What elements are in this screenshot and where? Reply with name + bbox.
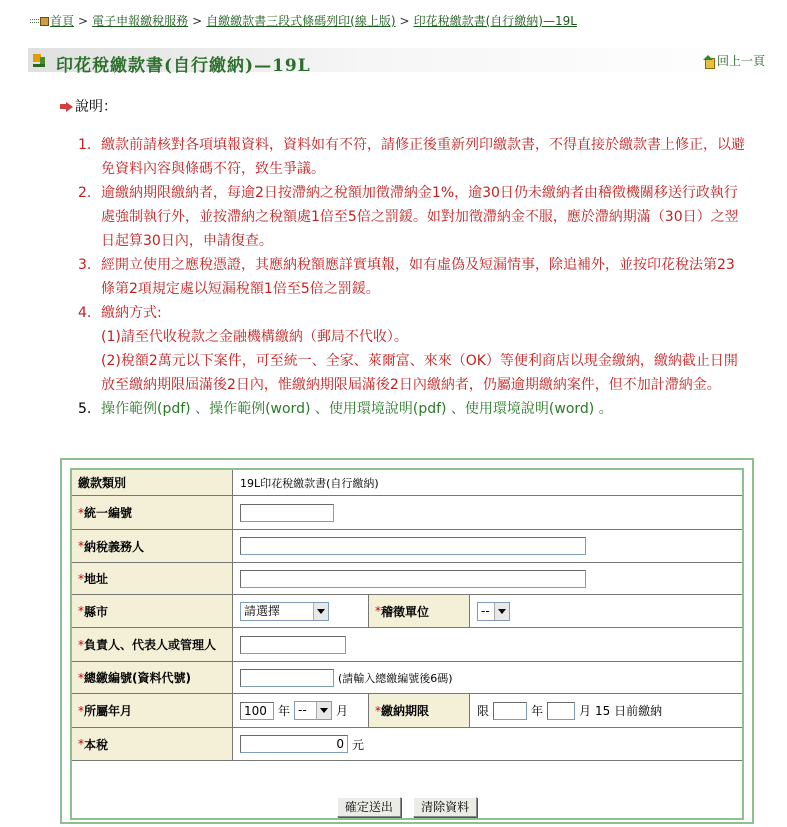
breadcrumb-separator: >	[192, 14, 203, 28]
deadline-year-unit: 年	[531, 704, 544, 718]
submit-button[interactable]: 確定送出	[337, 797, 401, 817]
master-code-hint: (請輸入總繳編號後6碼)	[338, 671, 453, 685]
deadline-suffix: 15 日前繳納	[595, 704, 663, 718]
deadline-label: * 繳納期限	[369, 694, 470, 727]
breadcrumb-icon	[30, 17, 44, 26]
note-item: 1. 繳款前請核對各項填報資料，資料如有不符，請修正後重新列印繳款書，不得直接於繳款書上修正，以避免資料內容與條碼不符，致生爭議。	[78, 137, 745, 177]
back-button[interactable]	[703, 52, 765, 69]
form-row-taxpayer	[72, 530, 742, 563]
note-text: 繳款前請核對各項填報資料，資料如有不符，請修正後重新列印繳款書，不得直接於繳款書上修正，以避免資料內容與條碼不符，致生爭議。	[101, 137, 745, 177]
back-label: 回上一頁	[717, 54, 766, 68]
form-row-master-code	[72, 662, 742, 694]
breadcrumb	[30, 12, 577, 29]
form-table	[70, 468, 744, 820]
form-row-tax	[72, 728, 742, 761]
responsible-label: * 負責人、代表人或管理人	[72, 628, 233, 661]
page-title: 印花稅繳款書(自行繳納)—19L	[56, 56, 311, 76]
back-arrow-icon	[703, 55, 715, 67]
county-label: * 縣市	[72, 595, 233, 627]
notes-heading: 說明：	[60, 96, 117, 116]
chevron-down-icon[interactable]	[494, 603, 509, 620]
period-year-unit: 年	[278, 704, 291, 718]
deadline-year-input[interactable]	[493, 702, 527, 720]
breadcrumb-home-link[interactable]: 首頁	[50, 14, 75, 28]
breadcrumb-current-link[interactable]: 印花稅繳款書(自行繳納)—19L	[413, 14, 577, 28]
taxpayer-input[interactable]	[240, 537, 586, 555]
form-container	[60, 458, 754, 824]
breadcrumb-efiling-link[interactable]: 電子申報繳稅服務	[92, 14, 189, 28]
notes-list	[78, 133, 748, 421]
note-subitem: (2)稅額2萬元以下案件，可至統一、全家、萊爾富、來來（OK）等便利商店以現金繳納，繳納截止日開放至繳納期限屆滿後2日內，惟繳納期限屆滿後2日內繳納者，仍屬逾期繳納案件，但不加計滯納金。	[101, 353, 738, 393]
tax-input[interactable]: 0	[240, 735, 348, 753]
taxpayer-label: * 納稅義務人	[72, 530, 233, 562]
form-row-payment-type	[72, 470, 742, 496]
deadline-month-input[interactable]	[547, 702, 575, 720]
help-links[interactable]: 操作範例(pdf) 、操作範例(word) 、使用環境說明(pdf) 、使用環境說明(word) 。	[101, 401, 613, 417]
clear-button[interactable]: 清除資料	[413, 797, 477, 817]
payment-type-label: 繳款類別	[72, 470, 233, 495]
title-bar	[0, 38, 787, 82]
note-text: 繳納方式:	[101, 305, 162, 321]
deadline-prefix: 限	[477, 704, 490, 718]
breadcrumb-separator: >	[78, 14, 89, 28]
form-row-address	[72, 563, 742, 595]
address-input[interactable]	[240, 570, 586, 588]
chevron-down-icon[interactable]	[313, 603, 328, 620]
payment-type-value: 19L印花稅繳款書(自行繳納)	[240, 476, 379, 490]
form-row-county	[72, 595, 742, 628]
address-label: * 地址	[72, 563, 233, 594]
office-label: * 稽徵單位	[369, 595, 470, 627]
period-month-unit: 月	[336, 704, 349, 718]
arrow-right-icon	[60, 102, 73, 111]
form-row-period	[72, 694, 742, 728]
period-label: * 所屬年月	[72, 694, 233, 727]
breadcrumb-separator: >	[399, 14, 410, 28]
deadline-month-unit: 月	[579, 704, 592, 718]
county-select[interactable]: 請選擇	[240, 602, 329, 621]
breadcrumb-barcode-link[interactable]: 自繳繳款書三段式條碼列印(線上版)	[206, 14, 396, 28]
form-row-responsible	[72, 628, 742, 662]
note-subitem: (1)請至代收稅款之金融機構繳納（郵局不代收）。	[101, 329, 408, 345]
note-item: 4. 繳納方式: (1)請至代收稅款之金融機構繳納（郵局不代收）。 (2)稅額2萬元以下案件，可至統一、全家、萊爾富、來來（OK）等便利商店以現金繳納，繳納截止日開放至繳納期限屆滿後2日內，惟繳納期限屆滿後2日內繳納者，仍屬逾期繳納案件，但不加計滯納金。	[78, 301, 748, 397]
master-code-input[interactable]	[240, 669, 334, 687]
title-bullet-icon	[33, 54, 48, 67]
period-month-select[interactable]: --	[294, 701, 332, 720]
period-year-input[interactable]: 100	[240, 702, 274, 720]
office-select[interactable]: --	[477, 602, 510, 621]
tax-unit: 元	[352, 737, 365, 752]
note-item: 2. 逾繳納期限繳納者，每逾2日按滯納之稅額加徵滯納金1%，逾30日仍未繳納者由稽徵機關移送行政執行處強制執行外，並按滯納之稅額處1倍至5倍之罰鍰。如對加徵滯納金不服，應於滯納期滿（30日）之翌日起算30日內，申請復查。	[78, 185, 739, 249]
unified-no-input[interactable]	[240, 504, 334, 522]
note-text: 逾繳納期限繳納者，每逾2日按滯納之稅額加徵滯納金1%，逾30日仍未繳納者由稽徵機關移送行政執行處強制執行外，並按滯納之稅額處1倍至5倍之罰鍰。如對加徵滯納金不服，應於滯納期滿（30日）之翌日起算30日內，申請復查。	[101, 185, 739, 249]
master-code-label: * 總繳編號(資料代號)	[72, 662, 233, 693]
note-text: 經開立使用之應稅憑證，其應納稅額應詳實填報，如有虛偽及短漏情事，除追補外，並按印花稅法第23條第2項規定處以短漏稅額1倍至5倍之罰鍰。	[101, 257, 735, 297]
form-buttons	[72, 797, 742, 817]
tax-label: * 本稅	[72, 728, 233, 760]
unified-no-label: * 統一編號	[72, 496, 233, 529]
form-row-unified-no	[72, 496, 742, 530]
responsible-input[interactable]	[240, 636, 346, 654]
chevron-down-icon[interactable]	[316, 702, 331, 719]
note-item: 5. 操作範例(pdf) 、操作範例(word) 、使用環境說明(pdf) 、使用環境說明(word) 。	[78, 401, 613, 417]
note-item: 3. 經開立使用之應稅憑證，其應納稅額應詳實填報，如有虛偽及短漏情事，除追補外，並按印花稅法第23條第2項規定處以短漏稅額1倍至5倍之罰鍰。	[78, 257, 735, 297]
